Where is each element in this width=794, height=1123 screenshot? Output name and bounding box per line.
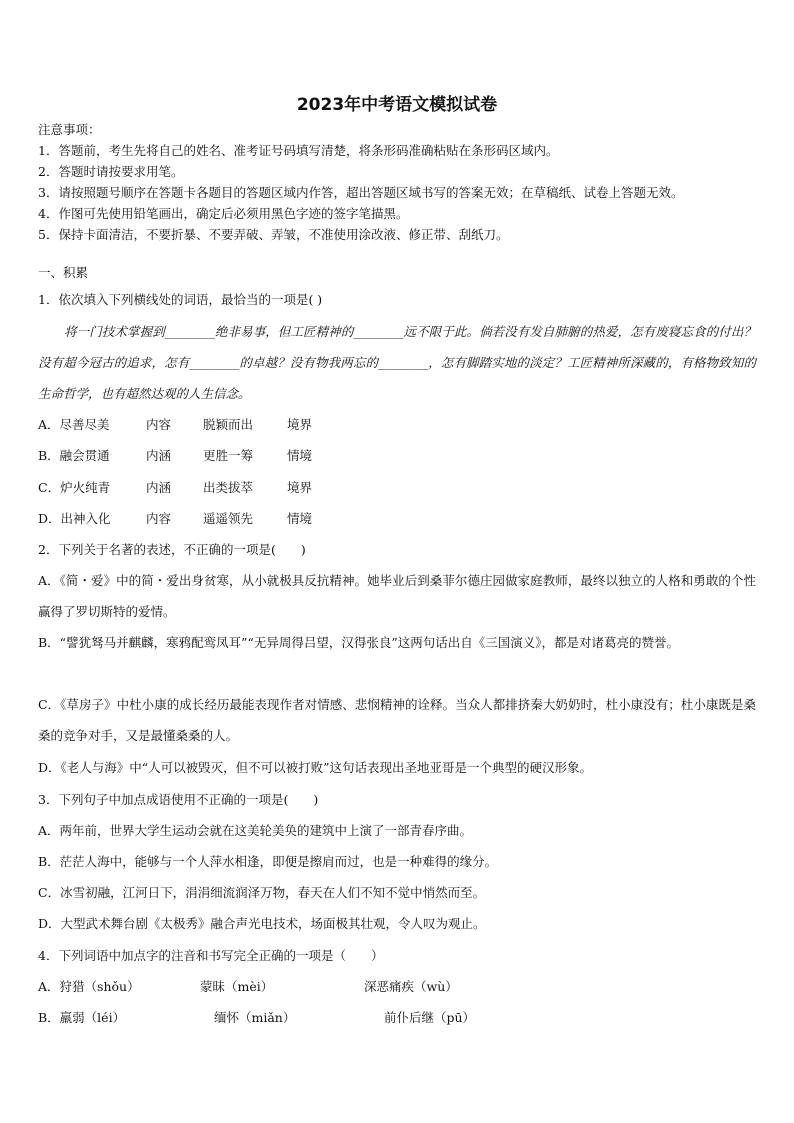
option-label: B．融会贯通 — [38, 448, 110, 463]
q2-stem: 2．下列关于名著的表述，不正确的一项是( ) — [38, 542, 306, 557]
option-word-2: 内容 — [146, 417, 172, 432]
option-word-1: B．羸弱（léi） — [38, 1010, 126, 1025]
notice-item-1: 1．答题前，考生先将自己的姓名、准考证号码填写清楚，将条形码准确粘贴在条形码区域内。 — [38, 143, 559, 158]
q3-option-a: A．两年前，世界大学生运动会就在这美轮美奂的建筑中上演了一部青春序曲。 — [38, 823, 473, 838]
q3-option-c: C．冰雪初融，江河日下，涓涓细流润泽万物，春天在人们不知不觉中悄然而至。 — [38, 885, 486, 900]
option-word-3: 脱颖而出 — [203, 417, 254, 432]
option-label: D．出神入化 — [38, 511, 111, 526]
notice-item-2: 2．答题时请按要求用笔。 — [38, 164, 184, 179]
option-word-2: 内容 — [146, 511, 172, 526]
section-heading: 一、积累 — [38, 265, 89, 280]
notice-heading: 注意事项： — [38, 122, 101, 137]
q2-option-b: B．“譬犹驽马并麒麟，寒鸦配鸾凤耳”“无异周得吕望，汉得张良”这两句话出自《三国演义》，都是对诸葛亮的赞誉。 — [38, 635, 679, 650]
option-word-3: 遥遥领先 — [203, 511, 254, 526]
page-title: 2023年中考语文模拟试卷 — [296, 95, 498, 115]
q3-stem: 3．下列句子中加点成语使用不正确的一项是( ) — [38, 792, 319, 807]
option-label: C．炉火纯青 — [38, 480, 111, 495]
option-word-4: 境界 — [287, 417, 313, 432]
option-word-4: 境界 — [287, 480, 313, 495]
option-word-1: A．狩猎（shǒu） — [38, 979, 140, 994]
option-word-3: 出类拔萃 — [203, 480, 254, 495]
notice-item-5: 5．保持卡面清洁，不要折暴、不要弄破、弄皱，不准使用涂改液、修正带、刮纸刀。 — [38, 227, 509, 242]
option-word-2: 蒙昧（mèi） — [200, 979, 274, 994]
option-word-2: 缅怀（miǎn） — [214, 1010, 296, 1025]
q1-passage — [38, 316, 756, 409]
q2-option-d: D．《老人与海》中“人可以被毁灭，但不可以被打败”这句话表现出圣地亚哥是一个典型的硬汉形象。 — [38, 760, 593, 775]
option-word-2: 内涵 — [146, 448, 172, 463]
q3-option-b: B．茫茫人海中，能够与一个人萍水相逢，即便是擦肩而过，也是一种难得的缘分。 — [38, 854, 498, 869]
option-word-3: 深恶痛疾（wù） — [364, 979, 458, 994]
q4-stem: 4．下列词语中加点字的注音和书写完全正确的一项是（ ） — [38, 948, 384, 963]
q2-option-c: C．《草房子》中杜小康的成长经历最能表现作者对情感、悲悯精神的诠释。当众人都排挤秦大奶奶时，杜小康没有；杜小康既是桑桑的竞争对手，又是最懂桑桑的人。 — [38, 697, 756, 743]
notice-item-3: 3．请按照题号顺序在答题卡各题目的答题区域内作答，超出答题区域书写的答案无效；在草稿纸、试卷上答题无效。 — [38, 185, 684, 200]
option-label: A．尽善尽美 — [38, 417, 110, 432]
q1-passage-text: 将一门技术掌握到________绝非易事，但工匠精神的________远不限于此。倘若没有发自肺腑的热爱，怎有废寝忘食的付出？没有超今冠古的追求，怎有________的卓越？没有物我两忘的________，怎有脚踏实地的淡定？工匠精神所深藏的，有格物致知的生命哲学，也有超然达观的人生信念。 — [38, 324, 756, 401]
option-word-2: 内涵 — [146, 480, 172, 495]
q2-option-a: A．《简・爱》中的简・爱出身贫寒，从小就极具反抗精神。她毕业后到桑菲尔德庄园做家庭教师，最终以独立的人格和勇敢的个性赢得了罗切斯特的爱情。 — [38, 573, 756, 619]
option-word-3: 前仆后继（pū） — [384, 1010, 476, 1025]
option-word-4: 情境 — [287, 448, 313, 463]
notice-item-4: 4．作图可先使用铅笔画出，确定后必须用黑色字迹的签字笔描黑。 — [38, 206, 409, 221]
q3-option-d: D．大型武术舞台剧《太极秀》融合声光电技术，场面极其壮观，令人叹为观止。 — [38, 916, 486, 931]
option-word-4: 情境 — [287, 511, 313, 526]
q1-stem: 1．依次填入下列横线处的词语，最恰当的一项是( ) — [38, 292, 323, 307]
option-word-3: 更胜一筹 — [203, 448, 254, 463]
